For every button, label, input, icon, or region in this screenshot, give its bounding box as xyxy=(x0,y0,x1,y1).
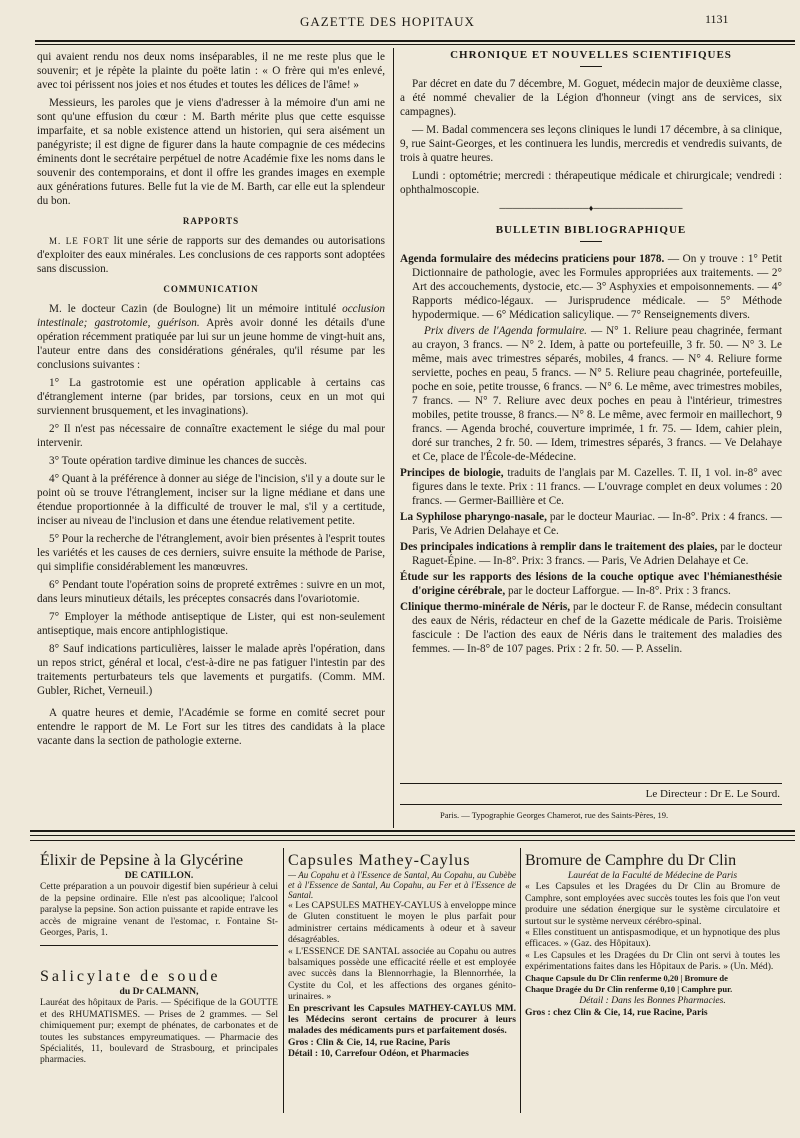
bib-entry xyxy=(400,570,782,598)
ad-divider-vertical xyxy=(283,848,284,1113)
bib-title: Principes de biologie, xyxy=(400,467,504,479)
ad-text: Cette préparation a un pouvoir digestif bien supérieur à celui de la pepsine ordinaire. Elle n'est pas alcoolique; l'alcool paralyse la pepsine. Son action puissante et rapide entrave les accès de migraine venant de l'estomac, r. Fontaine St-Georges, Paris, 1. xyxy=(40,881,278,939)
bib-text: par le docteur Raguet-Épine. — In-8°. Prix: 3 francs. — Paris, Ve Adrien Delahaye et Ce. xyxy=(412,541,782,567)
bib-title: Des principales indications à remplir dans le traitement des plaies, xyxy=(400,541,718,553)
header-rule xyxy=(35,40,795,42)
list-item: 8° Sauf indications particulières, laisser le malade après l'opération, dans un repos strict, général et local, c'est-à-dire ne pas fatiguer l'intestin par des traitements perturbateurs tels que lavements et purgatifs. (Comm. MM. Gubler, Richet, Verneuil.) xyxy=(37,643,385,697)
paragraph: A quatre heures et demie, l'Académie se forme en comité secret pour entendre le rapport de M. Le Fort sur les titres des candidats à la place vacante dans la section de pathologie externe. xyxy=(37,707,385,747)
page-header xyxy=(0,6,800,30)
divider xyxy=(580,66,602,67)
signature: Le Directeur : Dr E. Le Sourd. xyxy=(645,788,780,800)
list-item: 6° Pendant toute l'opération soins de propreté extrêmes : suivre en un mot, dans leurs minutieux détails, les préceptes consacrés dans l'ovariotomie. xyxy=(37,579,385,605)
paragraph: qui avaient rendu nos deux noms inséparables, il ne me reste plus que le souvenir; et je répète la plainte du poëte latin : « O frère qui m'es enlevé, avec toi périssent nos joies et nos études et toutes les délices de l'âme! » xyxy=(37,51,385,91)
ad-divider xyxy=(40,945,278,946)
ads-rule-thin xyxy=(30,835,795,836)
header-rule-thin xyxy=(35,44,795,45)
left-column xyxy=(37,50,385,752)
paragraph-text: M. le docteur Cazin (de Boulogne) lit un mémoire intitulé xyxy=(49,303,343,315)
list-item: 7° Employer la méthode antiseptique de Lister, qui est non-seulement antiseptique, mais encore antiphlogistique. xyxy=(37,611,385,637)
bib-text: traduits de l'anglais par M. Cazelles. T. II, 1 vol. in-8° avec figures dans le texte. Prix : 11 francs. — L'ouvrage complet en deux volumes : 20 francs. — Germer-Baillière et Ce. xyxy=(412,467,782,507)
ad-text: « Les Capsules et les Dragées du Dr Clin ont servi à toutes les expérimentations faites dans les Hôpitaux de Paris. » (Un. Méd). xyxy=(525,949,780,973)
ad-text: « L'ESSENCE DE SANTAL associée au Copahu ou autres balsamiques possède une efficacité réelle et est employée avec succès dans la Blennorrhagie, la Blennorrhée, la Cystite du Col, et les affections des organes génito-urinaires. » xyxy=(288,945,516,1003)
list-item: 5° Pour la recherche de l'étranglement, avoir bien présentes à l'esprit toutes les variétés et les causes de ces derniers, suivre ensuite la méthode de Parise, qui simplifie considérablement les manœuvres. xyxy=(37,533,385,573)
ads-rule-2 xyxy=(30,840,795,841)
ad-title: Salicylate de soude xyxy=(40,968,221,985)
ad-divider-vertical xyxy=(520,848,521,1113)
ad-retail: Détail : 10, Carrefour Odéon, et Pharmacies xyxy=(288,1048,469,1060)
ad-text: « Elles constituent un antispasmodique, et un hypnotique des plus efficaces. » (Gaz. des Hôpitaux). xyxy=(525,927,780,950)
ad-title: Capsules Mathey-Caylus xyxy=(288,852,471,869)
bib-text: par le docteur Mauriac. — In-8°. Prix : 4 francs. — Paris, Ve Adrien Delahaye et Ce. xyxy=(412,511,782,537)
paragraph: Par décret en date du 7 décembre, M. Goguet, médecin major de deuxième classe, a été nommé chevalier de la Légion d'honneur (vingt ans de services, six campagnes). xyxy=(400,78,782,118)
memoir-title: occlusion intestinale; gastrotomie, guérison. xyxy=(37,303,385,329)
divider xyxy=(580,241,602,242)
ad-text: En prescrivant les Capsules MATHEY-CAYLUS MM. les Médecins seront certains de procurer à leurs malades des médicaments purs et parfaitement dosés. xyxy=(288,1002,516,1037)
bib-entry xyxy=(400,252,782,322)
bib-text: par le docteur F. de Ranse, médecin consultant des eaux de Néris, rédacteur en chef de la Gazette médicale de Paris. Troisième fascicule : De l'action des eaux de Néris dans le traitement des maladies des femmes. — In-8° de 107 pages. Prix : 2 fr. 50. — P. Asselin. xyxy=(412,601,782,655)
page-number: 1131 xyxy=(705,12,729,26)
bibliography xyxy=(400,252,782,656)
ad-wholesale: Gros : chez Clin & Cie, 14, rue Racine, Paris xyxy=(525,1006,708,1018)
ad-dosage: Chaque Dragée du Dr Clin renferme 0,10 | Camphre pur. xyxy=(525,984,733,995)
ad-bromure-camphre xyxy=(525,852,780,1018)
list-item: 1° La gastrotomie est une opération applicable à certains cas d'étranglement interne (par brides, par torsions, ceux en un mot qui surviennent brusquement, et les invaginations). xyxy=(37,377,385,417)
ad-salicylate xyxy=(40,968,278,1066)
bib-text: — N° 1. Reliure peau chagrinée, fermant au crayon, 3 francs. — N° 2. Idem, à patte ou portefeuille, 3 fr. 50. — N° 3. Le même, mais avec trimestres séparés, mobiles, 4 francs. — N° 4. Reliure forme serviette, poches en peau, 5 francs. — N° 5. Reliure peau chagrinée, portefeuille, poche en soie, petite trousse, 6 francs. — N° 6. Le même, avec trimestres mobiles, 7 francs. — N° 7. Reliure avec deux poches en peau à l'intérieur, trimestres mobiles, petite trousse, 8 francs.— N° 8. Le même, avec fermoir en maillechort, 9 francs. — Agenda broché, couverture imprimée, 1 fr. 75. — Idem, cahier plein, doré sur tranches, 2 fr. 50. — Idem, trimestres séparés, 3 francs. — Ve Delahaye et Ce, place de l'École-de-Médecine. xyxy=(412,325,782,463)
bib-entry xyxy=(400,324,782,464)
paragraph xyxy=(37,302,385,372)
conclusions-list xyxy=(37,376,385,698)
speaker-name: M. LE FORT xyxy=(49,236,110,246)
paragraph-text: lit une série de rapports sur des demandes ou autorisations d'exploiter des eaux minérales. Les conclusions de ces rapports sont adoptées sans discussion. xyxy=(37,235,385,275)
ad-text: Lauréat des hôpitaux de Paris. — Spécifique de la GOUTTE et des RHUMATISMES. — Prises de 2 grammes. — Sel chimiquement pur; exempt de phénates, de carbonates et de toutes les substances empyreumatiques. — Pharmacie des Spécialités, 11, boulevard de Strasbourg, et principales pharmacies. xyxy=(40,997,278,1066)
list-item: 4° Quant à la préférence à donner au siége de l'incision, s'il y a doute sur le point où se trouve l'étranglement, inciser sur la ligne médiane et dans une étendue proportionnée à la difficulté de trouver le mal, s'il y a certitude, inciser au niveau de l'inclusion et dans une étendue relativement petite. xyxy=(37,473,385,527)
ad-wholesale: Gros : Clin & Cie, 14, rue Racine, Paris xyxy=(288,1036,451,1048)
section-heading: COMMUNICATION xyxy=(163,284,259,294)
paragraph: Messieurs, les paroles que je viens d'adresser à la mémoire d'un ami ne sont qu'une effusion du cœur : M. Barth mérite plus que cette esquisse imparfaite, et sa noble existence attend un historien, qui sera aisément un panégyriste; il est digne de figurer dans la haute compagnie de ces médecins éminents dont le secrétaire perpétuel de notre Académie fixe les noms dans le souvenir des contemporains, et dont il offre les grandes images en exemple aux générations futures. Belle fut la vie de M. Barth, car elle eut la splendeur du bon. xyxy=(37,97,385,207)
section-heading: CHRONIQUE ET NOUVELLES SCIENTIFIQUES xyxy=(450,49,732,61)
bib-entry xyxy=(400,510,782,538)
signature-rule xyxy=(400,783,782,784)
paragraph xyxy=(37,234,385,276)
bib-title: La Syphilose pharyngo-nasale, xyxy=(400,511,547,523)
ad-text: « Les CAPSULES MATHEY-CAYLUS à enveloppe mince de Gluten constituent le moyen le plus parfait pour administrer certains médicaments à odeur et à saveur désagréables. xyxy=(288,900,516,946)
bib-title: Agenda formulaire des médecins praticiens pour 1878. xyxy=(400,253,665,265)
bib-entry xyxy=(400,540,782,568)
signature-rule-bottom xyxy=(400,804,782,805)
ads-rule xyxy=(30,830,795,832)
bib-title: Étude sur les rapports des lésions de la couche optique avec l'hémianesthésie d'origine cérébrale, xyxy=(400,571,782,597)
ornament-divider: ──────────────♦────────────── xyxy=(499,203,683,213)
ad-subtitle: Lauréat de la Faculté de Médecine de Paris xyxy=(567,870,738,881)
bib-text: par le docteur Lafforgue. — In-8°. Prix : 3 francs. xyxy=(505,585,731,597)
ad-capsules-mathey xyxy=(288,852,516,1060)
ad-retail: Détail : Dans les Bonnes Pharmacies. xyxy=(579,995,726,1007)
ad-subtitle: — Au Copahu et à l'Essence de Santal, Au Copahu, au Cubèbe et à l'Essence de Santal, Au Copahu, au Fer et à l'Essence de Santal. xyxy=(288,870,516,900)
ad-title: Bromure de Camphre du Dr Clin xyxy=(525,852,737,869)
section-heading: RAPPORTS xyxy=(182,216,240,226)
right-column xyxy=(400,48,782,658)
list-item: 3° Toute opération tardive diminue les chances de succès. xyxy=(49,455,307,467)
ad-elixir-pepsine xyxy=(40,852,278,938)
ad-text: « Les Capsules et les Dragées du Dr Clin au Bromure de Camphre, sont employées avec succès toutes les fois que l'on veut produire une sédation énergique sur le système circulatoire et surtout sur le système nerveux cérébro-spinal. xyxy=(525,881,780,927)
list-item: 2° Il n'est pas nécessaire de connaître exactement le siége du mal pour intervenir. xyxy=(37,423,385,449)
bib-entry xyxy=(400,600,782,656)
bib-title: Clinique thermo-minérale de Néris, xyxy=(400,601,571,613)
bib-entry xyxy=(400,466,782,508)
ad-title: Élixir de Pepsine à la Glycérine xyxy=(40,852,244,869)
ad-subtitle: du Dr CALMANN, xyxy=(119,986,199,997)
section-heading: BULLETIN BIBLIOGRAPHIQUE xyxy=(495,224,687,236)
paragraph-text: Après avoir donné les détails d'une opération récemment pratiquée par lui sur un jeune homme de vingt-huit ans, l'auteur entre dans des considérations générales, qu'il résume par les conclusions suivantes : xyxy=(37,317,385,371)
ad-subtitle: DE CATILLON. xyxy=(124,870,194,881)
column-divider xyxy=(393,48,394,828)
ad-dosage: Chaque Capsule du Dr Clin renferme 0,20 | Bromure de xyxy=(525,972,728,983)
printer-imprint: Paris. — Typographie Georges Chamerot, rue des Saints-Pères, 19. xyxy=(440,810,669,820)
paragraph: — M. Badal commencera ses leçons cliniques le lundi 17 décembre, à sa clinique, 9, rue Saint-Georges, et les continuera les lundis, mercredis et vendredis suivants, de trois à quatre heures. xyxy=(400,124,782,164)
bib-text: — On y trouve : 1° Petit Dictionnaire de pathologie, avec les Formules appropriées aux traitements. — 2° Art des accouchements, dystocie, etc.— 3° Asphyxies et empoisonnements. — 4° Rapports médico-légaux. — Jurisprudence médicale. — 5° Méthode hypodermique. — 6° Médication salicylique. — 7° Renseignements divers. xyxy=(412,253,782,321)
journal-title: GAZETTE DES HOPITAUX xyxy=(300,14,475,29)
paragraph: Lundi : optométrie; mercredi : thérapeutique médicale et chirurgicale; vendredi : ophthalmoscopie. xyxy=(400,170,782,196)
bib-subtitle: Prix divers de l'Agenda formulaire. xyxy=(424,325,587,337)
